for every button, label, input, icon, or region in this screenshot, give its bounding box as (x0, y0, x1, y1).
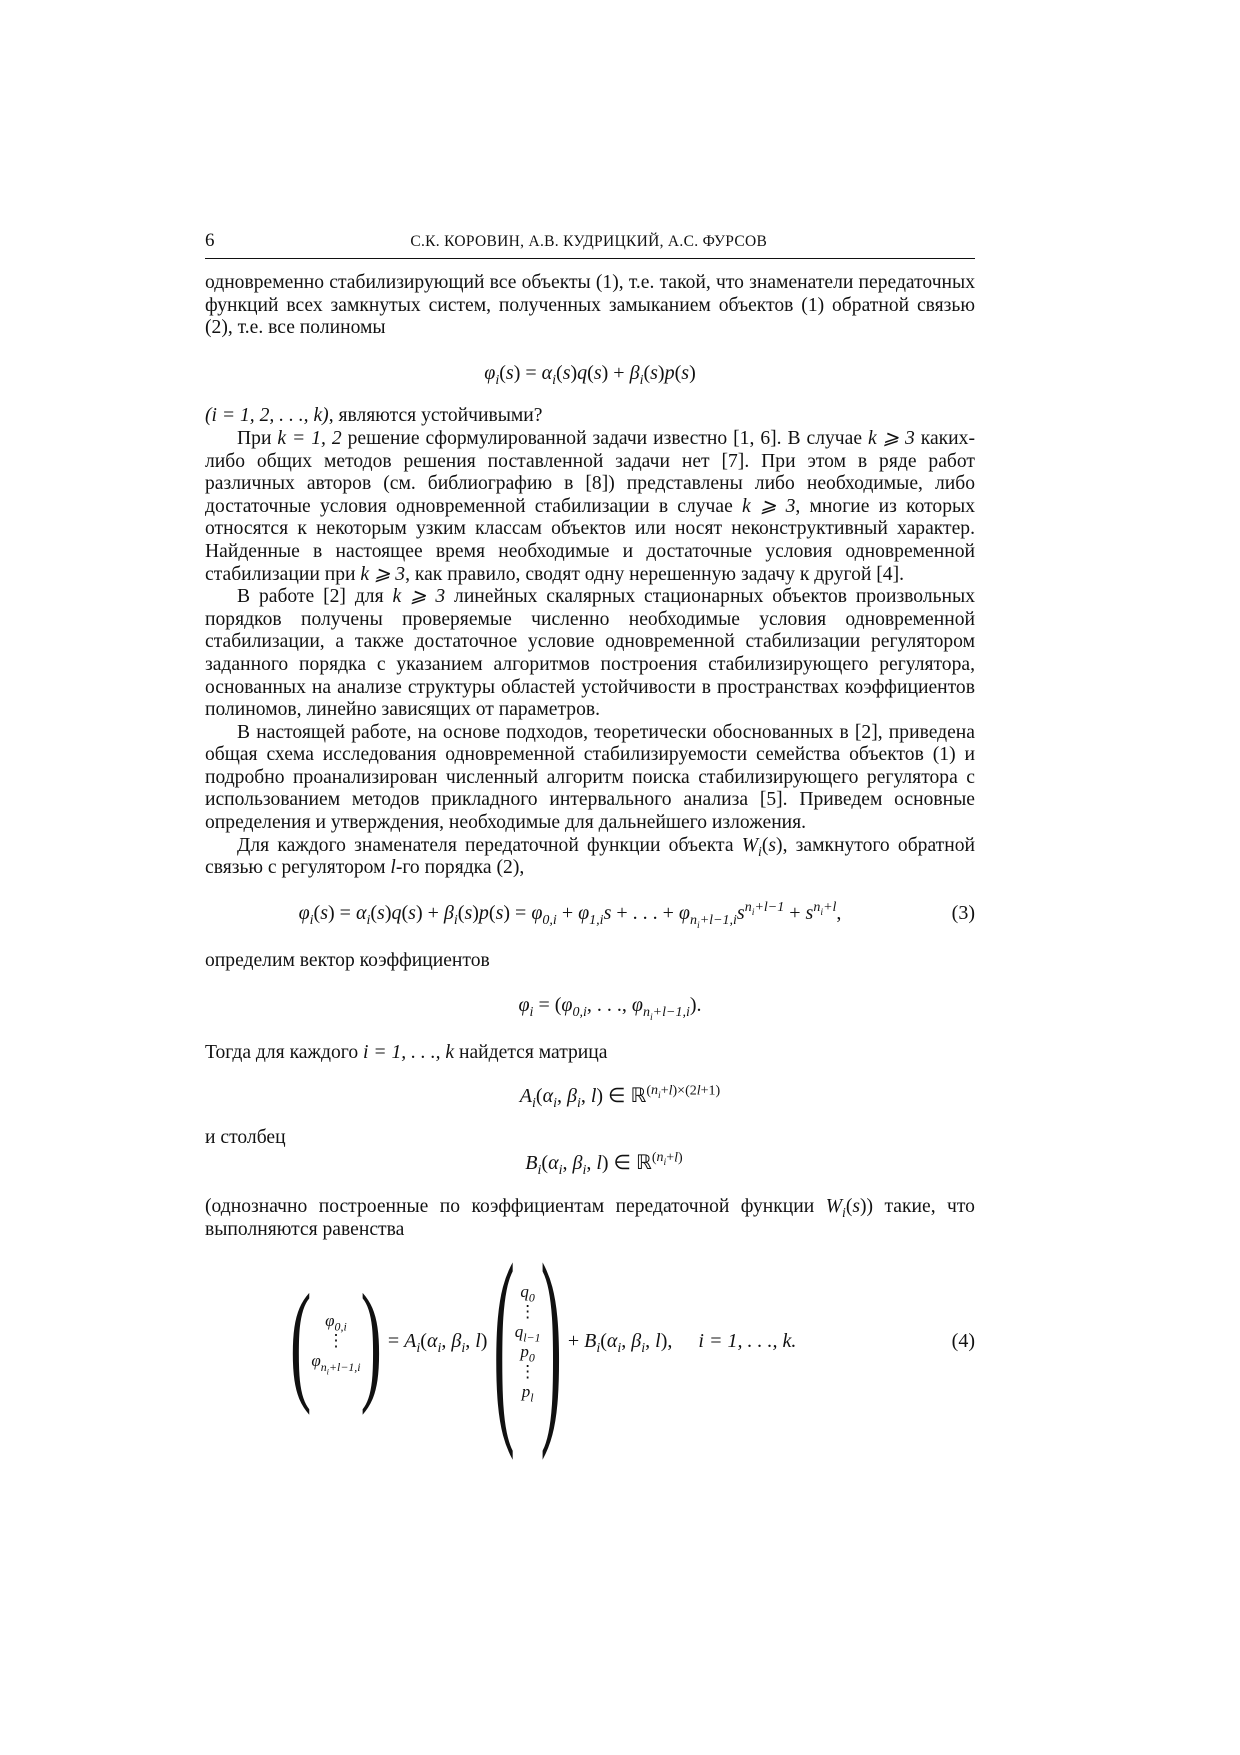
page-number: 6 (205, 230, 215, 251)
paragraph-1: одновременно стабилизирующий все объекты (1), т.е. такой, что знаменатели передаточных функций всех замкнутых систем, полученных замыканием объектов (1) обратной связью (2), т.е. все полиномы (205, 272, 975, 339)
p3-b: решение сформулированной задачи известно [1, 6]. В случае (341, 427, 868, 449)
p6-a: Для каждого знаменателя передаточной функции объекта (237, 834, 742, 856)
p8-b: найдется матрица (454, 1042, 608, 1064)
equation-vector: $\varphi_i = (\varphi_{0,i}$, . . ., $\varphi_{n_i+l-1,i}$). (518, 994, 702, 1024)
equation-column-B: $B_i(\alpha_i$, $\beta_i$, l) ∈ ℝ$^{(n_i+l)}$ (525, 1150, 683, 1178)
paragraph-7: определим вектор коэффициентов (205, 949, 490, 971)
paragraph-6: Для каждого знаменателя передаточной функции объекта $W_i(s)$, замкнутого обратной связью с регулятором l-го порядка (2), (205, 834, 975, 879)
equation-3: $\varphi_i(s) = \alpha_i(s)q(s) + \beta_i(s)p(s) = \varphi_{0,i} + \varphi_{1,i}s$ + . . . + $\varphi_{n_i+l-1,i}s^{n_i+l-1} + s^{n_i+l}$, (3) (298, 900, 975, 931)
p3-d: , многие из которых относятся к некоторым узким классам объектов или носят неконструктивный характер. Найденные в настоящее время необходимые и достаточные условия одновременной стабилизации при (205, 495, 975, 585)
p3-k12: k = 1, 2 (277, 427, 342, 449)
paper-page (205, 230, 975, 1461)
p6-b: , замкнутого обратной связью с регулятором (205, 834, 975, 879)
paragraph-5: В настоящей работе, на основе подходов, теоретически обоснованных в [2], приведена общая схема исследования одновременной стабилизируемости семейства объектов (1) и подробно проанализирован численный алгоритм поиска стабилизирующего регулятора с использованием методов прикладного интервального анализа [5]. Приведем основные определения и утверждения, необходимые для дальнейшего изложения. (205, 721, 975, 834)
p3-e: , как правило, сводят одну нерешенную задачу к другой [4]. (405, 563, 905, 585)
phi-vector: ( $\varphi_{0,i}$ ⋮ $\varphi_{n_i+l-1,i}$ ) (290, 1265, 382, 1416)
running-header (205, 230, 975, 259)
paragraph-8 (205, 1042, 975, 1065)
paragraph-2 (205, 405, 975, 428)
p3-k3: k ⩾ 3 (867, 427, 915, 449)
index-range: (i = 1, 2, . . ., k) (205, 405, 329, 427)
paragraph-9: и столбец (205, 1127, 286, 1149)
p3-k3c: k ⩾ 3 (360, 563, 406, 585)
p3-k3b: k ⩾ 3 (742, 495, 796, 517)
p3-a: При (237, 427, 278, 449)
equation-phi: $\varphi_i(s) = \alpha_i(s)q(s) + \beta_i(s)p(s)$ (484, 361, 696, 388)
equation-4: ( $\varphi_{0,i}$ ⋮ $\varphi_{n_i+l-1,i}$ ) = $A_i(\alpha_i$, $\beta_i$, l) ( $q_0$ ⋮ $q_{l-1}$ $p_0$ ⋮ $p_l$ ) + $B_i(\alpha_i$, $\beta_i$, l), i = 1, . . ., k. (4) (290, 1219, 975, 1461)
paragraph-3 (205, 428, 975, 586)
p6-l: l (390, 857, 396, 879)
equation-4-index: i = 1, . . ., k. (698, 1330, 797, 1353)
p10-a: (однозначно построенные по коэффициентам передаточной функции (205, 1196, 826, 1218)
coefficient-vector: ( $q_0$ ⋮ $q_{l-1}$ $p_0$ ⋮ $p_l$ ) (493, 1219, 562, 1461)
paragraph-2-text: , являются устойчивыми? (328, 405, 543, 427)
equation-3-number: (3) (951, 902, 975, 925)
equation-matrix-A: $A_i(\alpha_i$, $\beta_i$, l) ∈ ℝ$^{(n_i+l)\times(2l+1)}$ (519, 1082, 721, 1111)
running-header-authors: С.К. КОРОВИН, А.В. КУДРИЦКИЙ, А.С. ФУРСОВ (410, 233, 768, 250)
body-text (205, 272, 975, 1461)
equation-4-number: (4) (951, 1330, 975, 1353)
p4-a: В работе [2] для (237, 586, 393, 608)
p6-W: $W_i$ (741, 834, 762, 859)
p3-c: каких-либо общих методов решения поставленной задачи нет [7]. При этом в ряде работ различных авторов (см. библиографию в [8]) представлены либо необходимые, либо достаточные условия одновременной стабилизации в случае (205, 427, 975, 517)
p4-k3: k ⩾ 3 (392, 586, 446, 608)
p4-b: линейных скалярных стационарных объектов произвольных порядков получены проверяемые численно необходимые условия одновременной стабилизации, а также достаточное условие одновременной стабилизации регулятором заданного порядка с указанием алгоритмов построения стабилизирующего регулятора, основанных на анализе структуры областей устойчивости в пространствах коэффициентов полиномов, линейно зависящих от параметров. (205, 586, 975, 721)
p8-a: Тогда для каждого (205, 1042, 364, 1064)
paragraph-10: (однозначно построенные по коэффициентам передаточной функции $W_i(s)$) такие, что выполняются равенства (205, 1196, 975, 1240)
paragraph-4 (205, 586, 975, 722)
p6-c: -го порядка (2), (395, 857, 525, 879)
p8-i: i = 1, . . ., k (363, 1042, 455, 1064)
p10-b: ) такие, что выполняются равенства (205, 1196, 975, 1240)
